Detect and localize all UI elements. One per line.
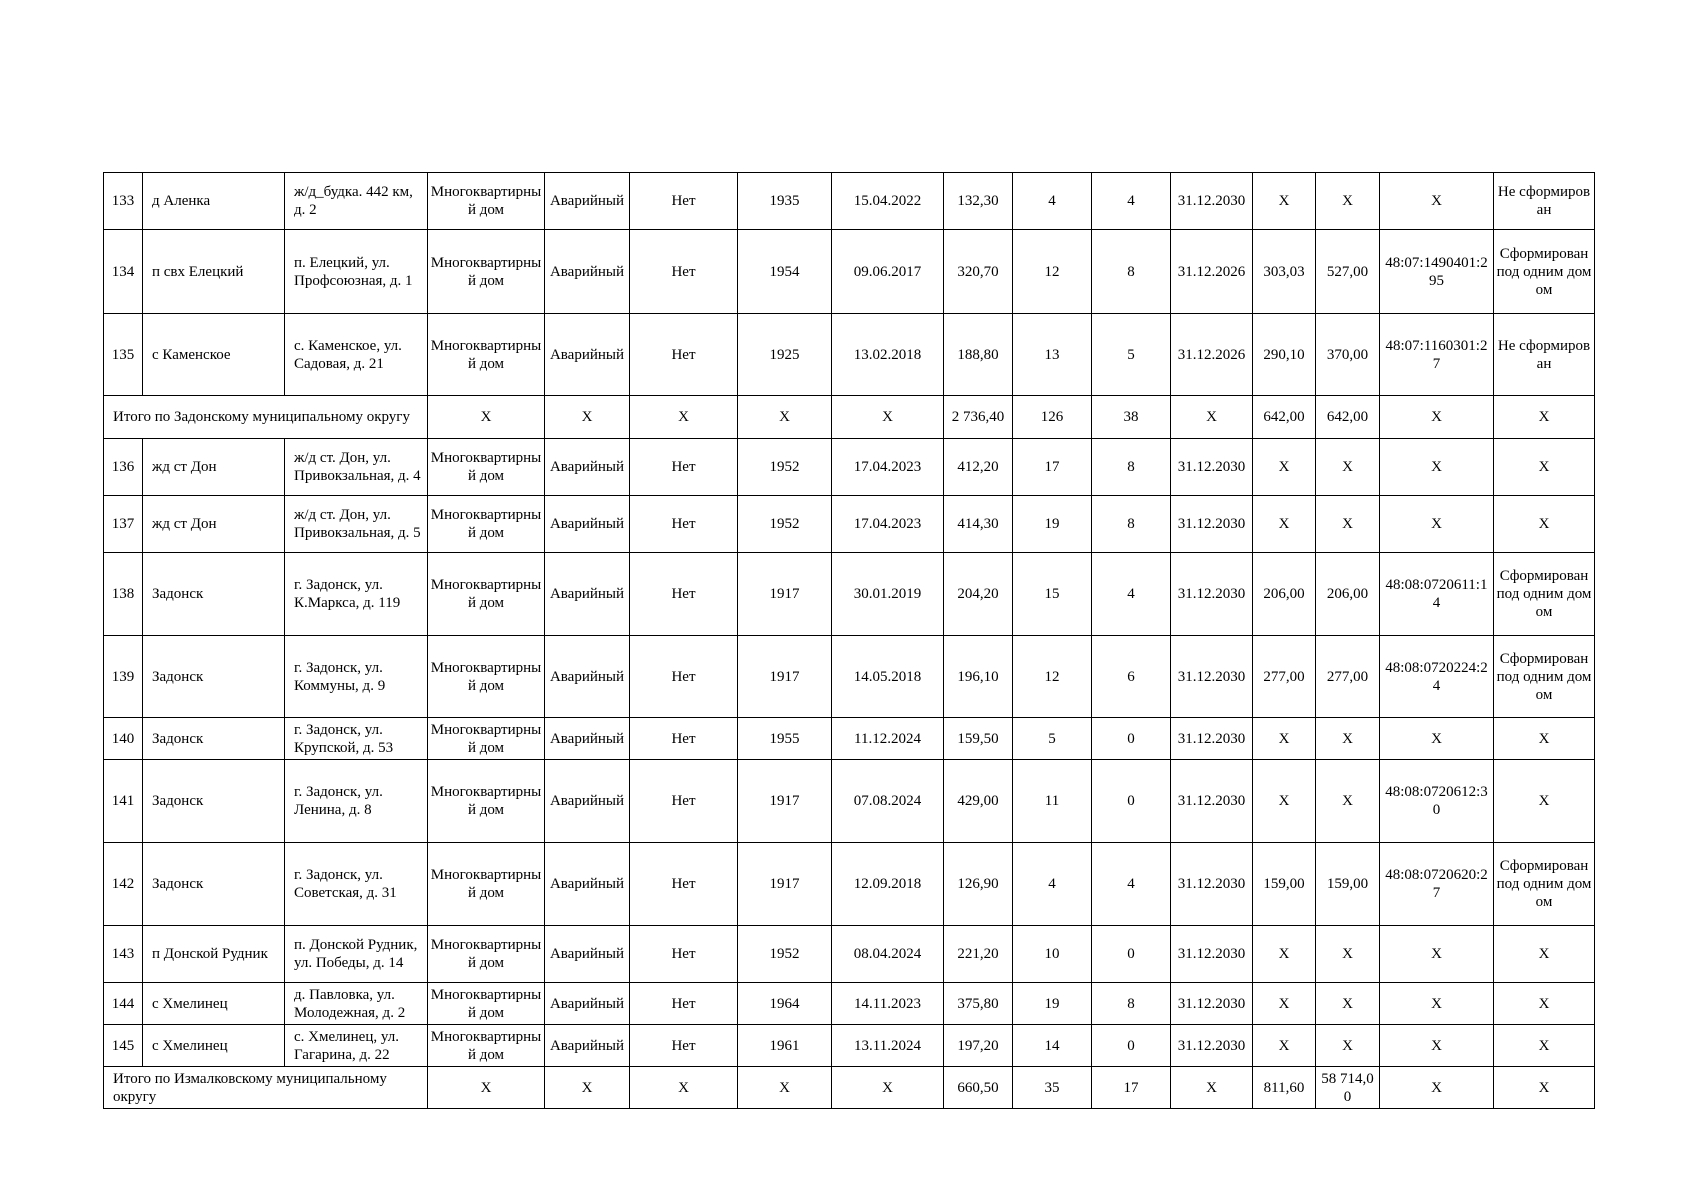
area-cell: 414,30 xyxy=(944,496,1013,553)
area-cell: 429,00 xyxy=(944,760,1013,843)
apartments-cell: 5 xyxy=(1092,314,1171,396)
year-built-cell: 1917 xyxy=(738,553,832,636)
residents-cell: 35 xyxy=(1013,1067,1092,1109)
land-area-cell: X xyxy=(1253,496,1316,553)
condition-cell: X xyxy=(545,1067,630,1109)
address-cell: ж/д ст. Дон, ул. Привокзальная, д. 5 xyxy=(285,496,428,553)
house-type-cell: Многоквартирный дом xyxy=(428,1025,545,1067)
cadastral-number-cell: 48:07:1490401:295 xyxy=(1380,230,1494,314)
house-type-cell: Многоквартирный дом xyxy=(428,173,545,230)
recognition-date-cell: 11.12.2024 xyxy=(832,718,944,760)
year-built-cell: X xyxy=(738,1067,832,1109)
apartments-cell: 8 xyxy=(1092,496,1171,553)
row-number-cell: 143 xyxy=(104,926,143,983)
row-number-cell: 135 xyxy=(104,314,143,396)
land-status-cell: X xyxy=(1494,1025,1595,1067)
house-type-cell: Многоквартирный дом xyxy=(428,553,545,636)
cadastral-number-cell: X xyxy=(1380,396,1494,439)
cadastral-number-cell: X xyxy=(1380,173,1494,230)
apartments-cell: 8 xyxy=(1092,230,1171,314)
land-area-cell: X xyxy=(1253,983,1316,1025)
house-type-cell: Многоквартирный дом xyxy=(428,718,545,760)
total-row xyxy=(104,1067,1595,1109)
house-type-cell: Многоквартирный дом xyxy=(428,496,545,553)
recognition-date-cell: 17.04.2023 xyxy=(832,439,944,496)
flag-cell: Нет xyxy=(630,496,738,553)
planned-date-cell: 31.12.2030 xyxy=(1171,173,1253,230)
planned-date-cell: 31.12.2030 xyxy=(1171,926,1253,983)
residents-cell: 12 xyxy=(1013,636,1092,718)
recognition-date-cell: 17.04.2023 xyxy=(832,496,944,553)
year-built-cell: 1917 xyxy=(738,760,832,843)
row-number-cell: 144 xyxy=(104,983,143,1025)
address-cell: г. Задонск, ул. Советская, д. 31 xyxy=(285,843,428,926)
residents-cell: 19 xyxy=(1013,496,1092,553)
address-cell: д. Павловка, ул. Молодежная, д. 2 xyxy=(285,983,428,1025)
condition-cell: Аварийный xyxy=(545,983,630,1025)
land-status-cell: Сформирован под одним домом xyxy=(1494,553,1595,636)
land-area-cell: 206,00 xyxy=(1253,553,1316,636)
year-built-cell: 1917 xyxy=(738,636,832,718)
address-cell: ж/д_будка. 442 км, д. 2 xyxy=(285,173,428,230)
land-area-cell: 811,60 xyxy=(1253,1067,1316,1109)
table-row xyxy=(104,173,1595,230)
locality-cell: с Хмелинец xyxy=(143,983,285,1025)
residents-cell: 4 xyxy=(1013,173,1092,230)
area-cell: 320,70 xyxy=(944,230,1013,314)
flag-cell: Нет xyxy=(630,230,738,314)
house-type-cell: Многоквартирный дом xyxy=(428,926,545,983)
land-area-cell: X xyxy=(1253,173,1316,230)
residents-cell: 14 xyxy=(1013,1025,1092,1067)
condition-cell: X xyxy=(545,396,630,439)
planned-date-cell: X xyxy=(1171,1067,1253,1109)
year-built-cell: 1961 xyxy=(738,1025,832,1067)
table-row xyxy=(104,314,1595,396)
recognition-date-cell: 13.02.2018 xyxy=(832,314,944,396)
locality-cell: п свх Елецкий xyxy=(143,230,285,314)
flag-cell: Нет xyxy=(630,843,738,926)
land-area-2-cell: 277,00 xyxy=(1316,636,1380,718)
apartments-cell: 0 xyxy=(1092,1025,1171,1067)
land-status-cell: X xyxy=(1494,718,1595,760)
land-status-cell: X xyxy=(1494,926,1595,983)
condition-cell: Аварийный xyxy=(545,1025,630,1067)
apartments-cell: 17 xyxy=(1092,1067,1171,1109)
land-area-cell: X xyxy=(1253,760,1316,843)
table-body xyxy=(104,173,1595,1109)
land-area-2-cell: X xyxy=(1316,760,1380,843)
year-built-cell: 1952 xyxy=(738,926,832,983)
table-row xyxy=(104,718,1595,760)
area-cell: 375,80 xyxy=(944,983,1013,1025)
total-label-cell: Итого по Измалковскому муниципальному округу xyxy=(104,1067,428,1109)
flag-cell: Нет xyxy=(630,983,738,1025)
land-area-2-cell: 159,00 xyxy=(1316,843,1380,926)
planned-date-cell: 31.12.2030 xyxy=(1171,496,1253,553)
flag-cell: Нет xyxy=(630,760,738,843)
table-row xyxy=(104,926,1595,983)
address-cell: ж/д ст. Дон, ул. Привокзальная, д. 4 xyxy=(285,439,428,496)
land-area-cell: 159,00 xyxy=(1253,843,1316,926)
table-row xyxy=(104,1025,1595,1067)
condition-cell: Аварийный xyxy=(545,173,630,230)
cadastral-number-cell: 48:08:0720224:24 xyxy=(1380,636,1494,718)
cadastral-number-cell: X xyxy=(1380,1025,1494,1067)
flag-cell: Нет xyxy=(630,926,738,983)
planned-date-cell: 31.12.2030 xyxy=(1171,1025,1253,1067)
land-area-cell: 290,10 xyxy=(1253,314,1316,396)
land-area-2-cell: X xyxy=(1316,1025,1380,1067)
flag-cell: Нет xyxy=(630,173,738,230)
address-cell: п. Донской Рудник, ул. Победы, д. 14 xyxy=(285,926,428,983)
total-label-cell: Итого по Задонскому муниципальному округу xyxy=(104,396,428,439)
flag-cell: X xyxy=(630,1067,738,1109)
recognition-date-cell: 08.04.2024 xyxy=(832,926,944,983)
residents-cell: 126 xyxy=(1013,396,1092,439)
flag-cell: Нет xyxy=(630,314,738,396)
year-built-cell: 1954 xyxy=(738,230,832,314)
apartments-cell: 0 xyxy=(1092,926,1171,983)
area-cell: 221,20 xyxy=(944,926,1013,983)
locality-cell: жд ст Дон xyxy=(143,439,285,496)
table-row xyxy=(104,760,1595,843)
residents-cell: 13 xyxy=(1013,314,1092,396)
condition-cell: Аварийный xyxy=(545,314,630,396)
year-built-cell: 1917 xyxy=(738,843,832,926)
land-area-2-cell: X xyxy=(1316,439,1380,496)
land-status-cell: X xyxy=(1494,983,1595,1025)
house-type-cell: X xyxy=(428,396,545,439)
year-built-cell: 1952 xyxy=(738,439,832,496)
area-cell: 197,20 xyxy=(944,1025,1013,1067)
cadastral-number-cell: 48:08:0720612:30 xyxy=(1380,760,1494,843)
planned-date-cell: 31.12.2030 xyxy=(1171,983,1253,1025)
area-cell: 126,90 xyxy=(944,843,1013,926)
table-row xyxy=(104,496,1595,553)
flag-cell: Нет xyxy=(630,439,738,496)
residents-cell: 15 xyxy=(1013,553,1092,636)
land-area-2-cell: X xyxy=(1316,718,1380,760)
address-cell: г. Задонск, ул. К.Маркса, д. 119 xyxy=(285,553,428,636)
planned-date-cell: 31.12.2030 xyxy=(1171,760,1253,843)
apartments-cell: 38 xyxy=(1092,396,1171,439)
locality-cell: с Каменское xyxy=(143,314,285,396)
planned-date-cell: X xyxy=(1171,396,1253,439)
locality-cell: п Донской Рудник xyxy=(143,926,285,983)
recognition-date-cell: X xyxy=(832,396,944,439)
land-area-cell: 642,00 xyxy=(1253,396,1316,439)
land-status-cell: X xyxy=(1494,760,1595,843)
flag-cell: X xyxy=(630,396,738,439)
recognition-date-cell: 14.11.2023 xyxy=(832,983,944,1025)
locality-cell: д Аленка xyxy=(143,173,285,230)
residents-cell: 11 xyxy=(1013,760,1092,843)
house-type-cell: Многоквартирный дом xyxy=(428,230,545,314)
locality-cell: Задонск xyxy=(143,718,285,760)
residents-cell: 17 xyxy=(1013,439,1092,496)
row-number-cell: 142 xyxy=(104,843,143,926)
area-cell: 412,20 xyxy=(944,439,1013,496)
recognition-date-cell: 15.04.2022 xyxy=(832,173,944,230)
residents-cell: 4 xyxy=(1013,843,1092,926)
recognition-date-cell: 14.05.2018 xyxy=(832,636,944,718)
land-area-2-cell: X xyxy=(1316,926,1380,983)
condition-cell: Аварийный xyxy=(545,553,630,636)
planned-date-cell: 31.12.2030 xyxy=(1171,439,1253,496)
recognition-date-cell: 13.11.2024 xyxy=(832,1025,944,1067)
apartments-cell: 6 xyxy=(1092,636,1171,718)
condition-cell: Аварийный xyxy=(545,926,630,983)
recognition-date-cell: X xyxy=(832,1067,944,1109)
condition-cell: Аварийный xyxy=(545,843,630,926)
cadastral-number-cell: X xyxy=(1380,439,1494,496)
table-row xyxy=(104,983,1595,1025)
address-cell: г. Задонск, ул. Ленина, д. 8 xyxy=(285,760,428,843)
planned-date-cell: 31.12.2026 xyxy=(1171,230,1253,314)
area-cell: 188,80 xyxy=(944,314,1013,396)
table-row xyxy=(104,230,1595,314)
cadastral-number-cell: X xyxy=(1380,1067,1494,1109)
land-area-2-cell: X xyxy=(1316,983,1380,1025)
apartments-cell: 4 xyxy=(1092,843,1171,926)
flag-cell: Нет xyxy=(630,718,738,760)
table-row xyxy=(104,843,1595,926)
address-cell: с. Каменское, ул. Садовая, д. 21 xyxy=(285,314,428,396)
row-number-cell: 140 xyxy=(104,718,143,760)
apartments-cell: 0 xyxy=(1092,760,1171,843)
land-status-cell: X xyxy=(1494,496,1595,553)
apartments-cell: 8 xyxy=(1092,983,1171,1025)
house-type-cell: Многоквартирный дом xyxy=(428,843,545,926)
condition-cell: Аварийный xyxy=(545,496,630,553)
area-cell: 660,50 xyxy=(944,1067,1013,1109)
land-status-cell: Не сформирован xyxy=(1494,314,1595,396)
planned-date-cell: 31.12.2030 xyxy=(1171,553,1253,636)
area-cell: 204,20 xyxy=(944,553,1013,636)
land-status-cell: X xyxy=(1494,439,1595,496)
area-cell: 2 736,40 xyxy=(944,396,1013,439)
area-cell: 159,50 xyxy=(944,718,1013,760)
condition-cell: Аварийный xyxy=(545,760,630,843)
address-cell: п. Елецкий, ул. Профсоюзная, д. 1 xyxy=(285,230,428,314)
residents-cell: 10 xyxy=(1013,926,1092,983)
land-status-cell: Сформирован под одним домом xyxy=(1494,843,1595,926)
row-number-cell: 139 xyxy=(104,636,143,718)
locality-cell: жд ст Дон xyxy=(143,496,285,553)
land-area-cell: X xyxy=(1253,718,1316,760)
house-type-cell: Многоквартирный дом xyxy=(428,314,545,396)
condition-cell: Аварийный xyxy=(545,718,630,760)
recognition-date-cell: 12.09.2018 xyxy=(832,843,944,926)
year-built-cell: 1964 xyxy=(738,983,832,1025)
planned-date-cell: 31.12.2030 xyxy=(1171,843,1253,926)
cadastral-number-cell: X xyxy=(1380,718,1494,760)
apartments-cell: 8 xyxy=(1092,439,1171,496)
condition-cell: Аварийный xyxy=(545,439,630,496)
locality-cell: с Хмелинец xyxy=(143,1025,285,1067)
cadastral-number-cell: 48:08:0720611:14 xyxy=(1380,553,1494,636)
flag-cell: Нет xyxy=(630,636,738,718)
land-status-cell: Сформирован под одним домом xyxy=(1494,636,1595,718)
area-cell: 132,30 xyxy=(944,173,1013,230)
apartments-cell: 4 xyxy=(1092,173,1171,230)
land-area-2-cell: 370,00 xyxy=(1316,314,1380,396)
table-row xyxy=(104,553,1595,636)
year-built-cell: 1925 xyxy=(738,314,832,396)
house-type-cell: X xyxy=(428,1067,545,1109)
table-row xyxy=(104,439,1595,496)
locality-cell: Задонск xyxy=(143,636,285,718)
residents-cell: 5 xyxy=(1013,718,1092,760)
flag-cell: Нет xyxy=(630,1025,738,1067)
locality-cell: Задонск xyxy=(143,843,285,926)
cadastral-number-cell: X xyxy=(1380,496,1494,553)
land-area-2-cell: X xyxy=(1316,173,1380,230)
land-status-cell: X xyxy=(1494,1067,1595,1109)
row-number-cell: 138 xyxy=(104,553,143,636)
land-area-cell: 303,03 xyxy=(1253,230,1316,314)
house-type-cell: Многоквартирный дом xyxy=(428,983,545,1025)
address-cell: с. Хмелинец, ул. Гагарина, д. 22 xyxy=(285,1025,428,1067)
year-built-cell: 1935 xyxy=(738,173,832,230)
row-number-cell: 134 xyxy=(104,230,143,314)
land-area-cell: X xyxy=(1253,926,1316,983)
address-cell: г. Задонск, ул. Коммуны, д. 9 xyxy=(285,636,428,718)
apartments-cell: 0 xyxy=(1092,718,1171,760)
cadastral-number-cell: 48:07:1160301:27 xyxy=(1380,314,1494,396)
row-number-cell: 141 xyxy=(104,760,143,843)
recognition-date-cell: 07.08.2024 xyxy=(832,760,944,843)
condition-cell: Аварийный xyxy=(545,636,630,718)
land-area-2-cell: 527,00 xyxy=(1316,230,1380,314)
residents-cell: 12 xyxy=(1013,230,1092,314)
house-type-cell: Многоквартирный дом xyxy=(428,636,545,718)
residents-cell: 19 xyxy=(1013,983,1092,1025)
year-built-cell: X xyxy=(738,396,832,439)
cadastral-number-cell: 48:08:0720620:27 xyxy=(1380,843,1494,926)
land-area-cell: X xyxy=(1253,439,1316,496)
condition-cell: Аварийный xyxy=(545,230,630,314)
land-area-2-cell: 642,00 xyxy=(1316,396,1380,439)
planned-date-cell: 31.12.2030 xyxy=(1171,718,1253,760)
row-number-cell: 137 xyxy=(104,496,143,553)
table-row xyxy=(104,636,1595,718)
recognition-date-cell: 30.01.2019 xyxy=(832,553,944,636)
land-status-cell: Не сформирован xyxy=(1494,173,1595,230)
locality-cell: Задонск xyxy=(143,760,285,843)
land-status-cell: Сформирован под одним домом xyxy=(1494,230,1595,314)
year-built-cell: 1952 xyxy=(738,496,832,553)
land-area-2-cell: 58 714,00 xyxy=(1316,1067,1380,1109)
area-cell: 196,10 xyxy=(944,636,1013,718)
locality-cell: Задонск xyxy=(143,553,285,636)
housing-registry-table xyxy=(103,172,1595,1109)
row-number-cell: 145 xyxy=(104,1025,143,1067)
planned-date-cell: 31.12.2030 xyxy=(1171,636,1253,718)
row-number-cell: 133 xyxy=(104,173,143,230)
address-cell: г. Задонск, ул. Крупской, д. 53 xyxy=(285,718,428,760)
land-area-2-cell: 206,00 xyxy=(1316,553,1380,636)
apartments-cell: 4 xyxy=(1092,553,1171,636)
land-area-2-cell: X xyxy=(1316,496,1380,553)
cadastral-number-cell: X xyxy=(1380,983,1494,1025)
flag-cell: Нет xyxy=(630,553,738,636)
land-area-cell: X xyxy=(1253,1025,1316,1067)
planned-date-cell: 31.12.2026 xyxy=(1171,314,1253,396)
row-number-cell: 136 xyxy=(104,439,143,496)
house-type-cell: Многоквартирный дом xyxy=(428,760,545,843)
total-row xyxy=(104,396,1595,439)
recognition-date-cell: 09.06.2017 xyxy=(832,230,944,314)
land-area-cell: 277,00 xyxy=(1253,636,1316,718)
year-built-cell: 1955 xyxy=(738,718,832,760)
house-type-cell: Многоквартирный дом xyxy=(428,439,545,496)
land-status-cell: X xyxy=(1494,396,1595,439)
cadastral-number-cell: X xyxy=(1380,926,1494,983)
